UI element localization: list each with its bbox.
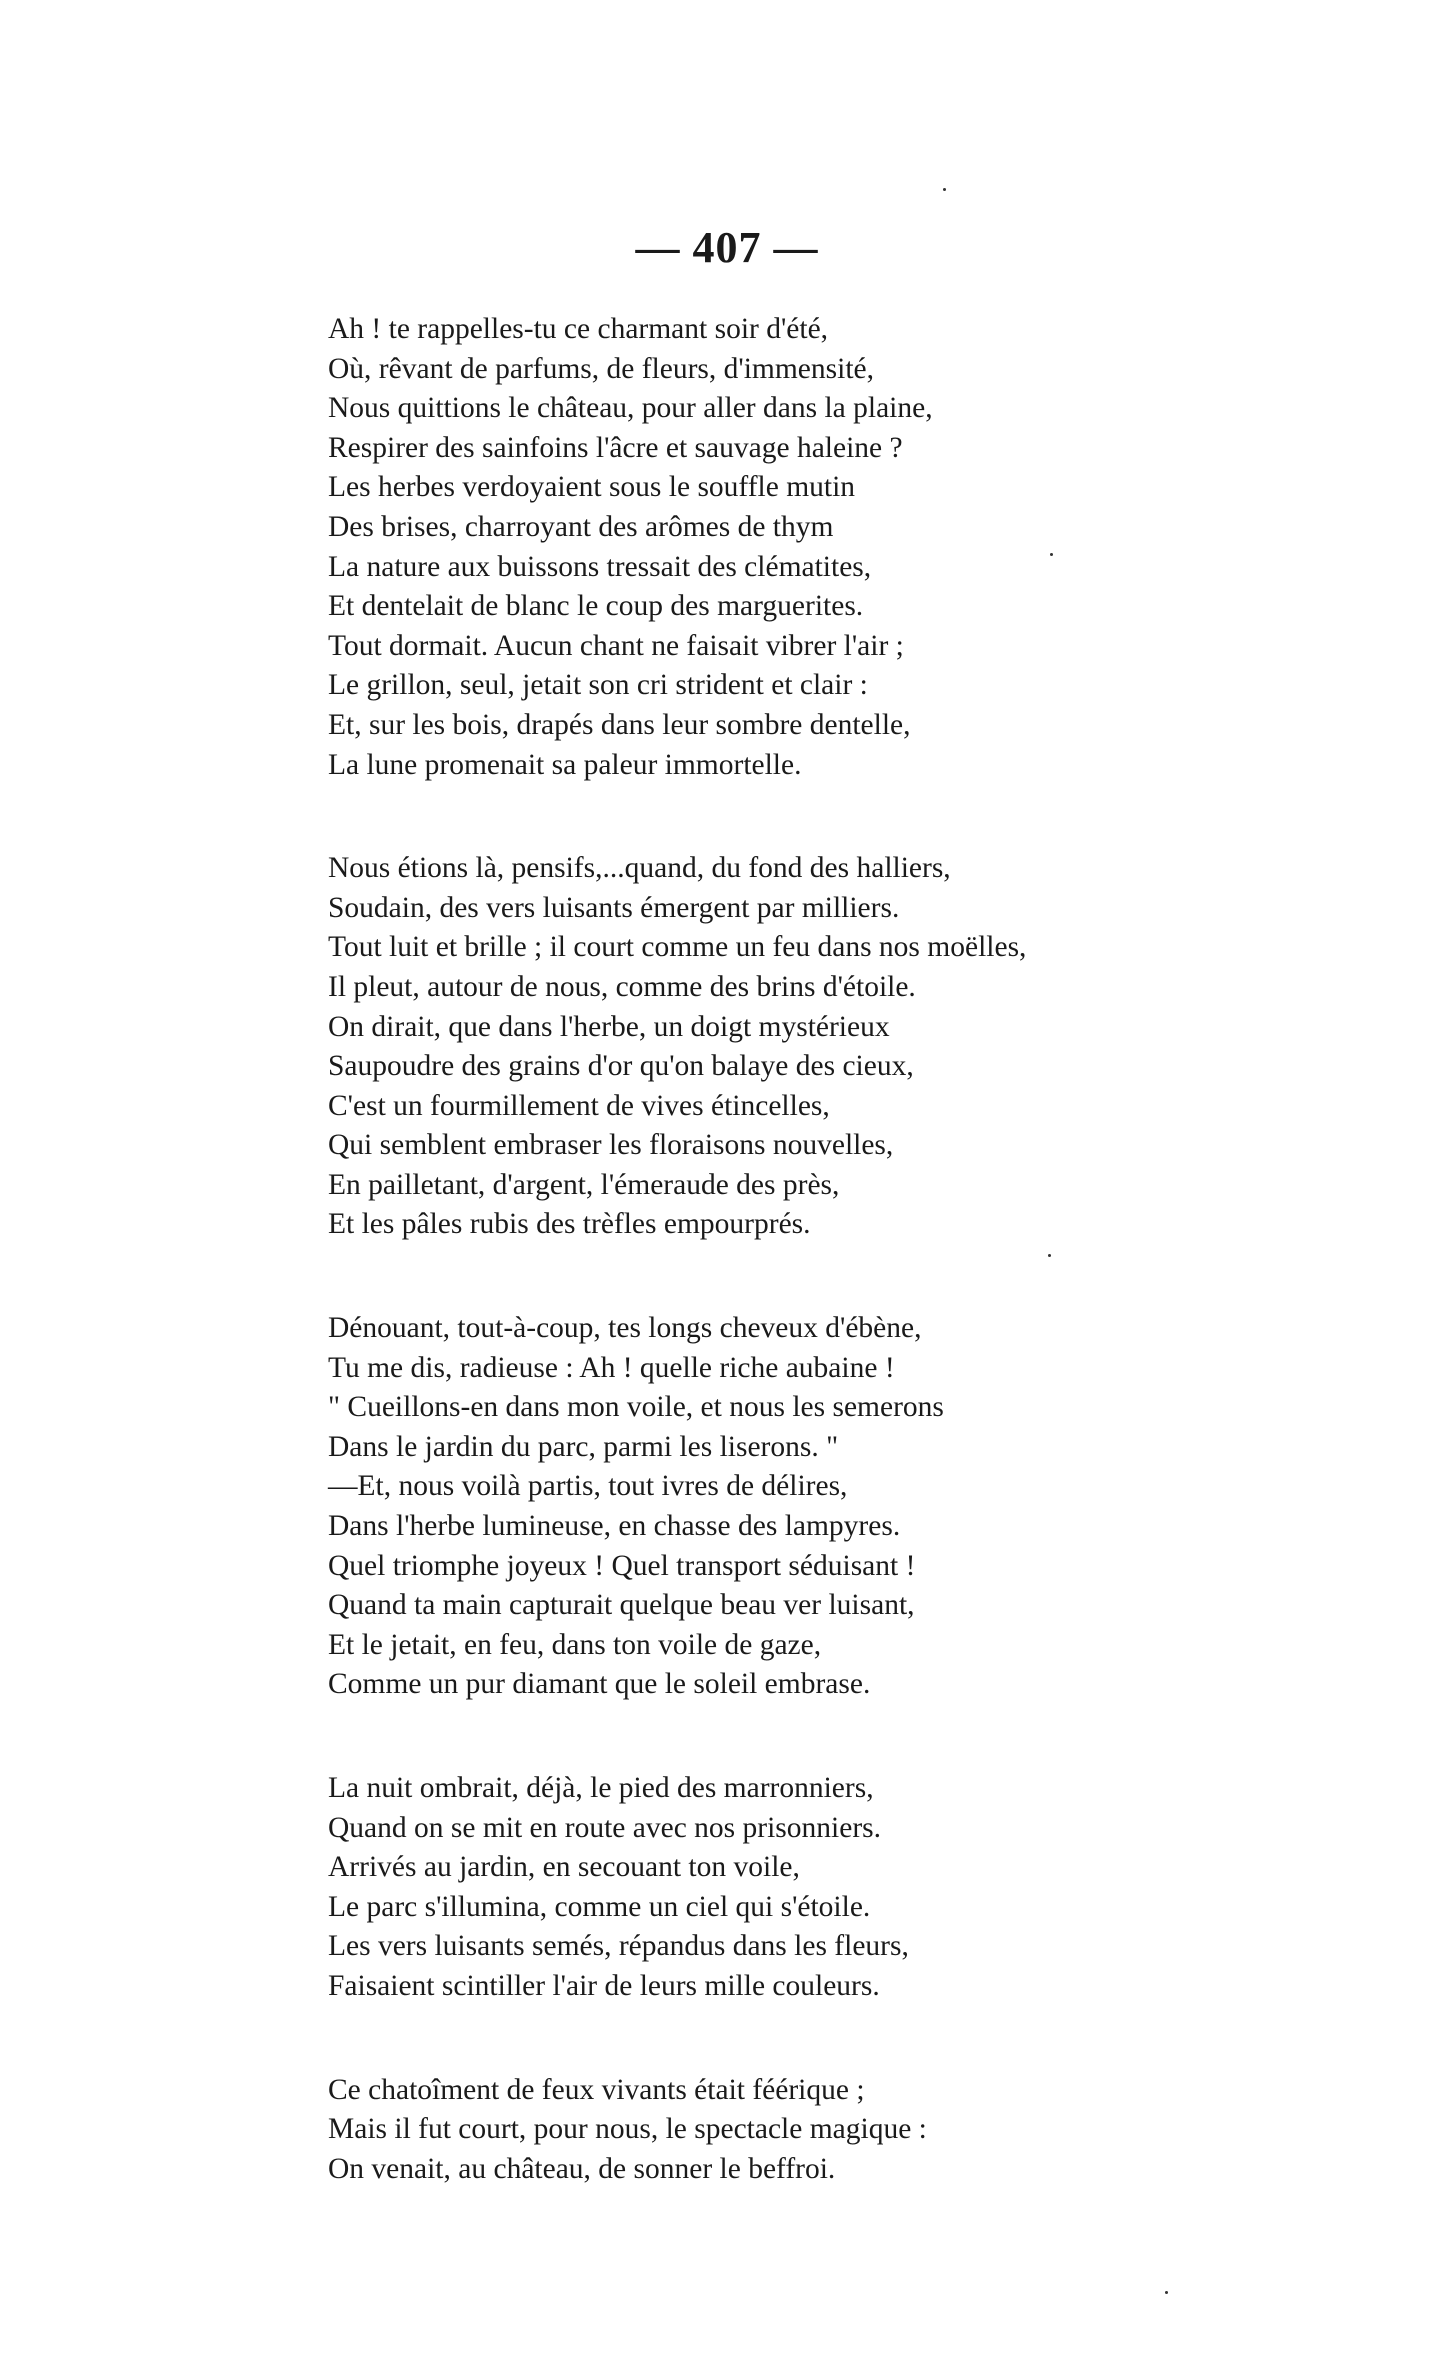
- verse-line: Le grillon, seul, jetait son cri strident et clair :: [328, 669, 868, 702]
- verse-line: Les vers luisants semés, répandus dans les fleurs,: [328, 1930, 909, 1963]
- verse-line: Et dentelait de blanc le coup des marguerites.: [328, 590, 864, 623]
- verse-line: Des brises, charroyant des arômes de thym: [328, 510, 834, 543]
- verse-line: —Et, nous voilà partis, tout ivres de délires,: [328, 1470, 848, 1503]
- stanza-4: [328, 1769, 1428, 2007]
- stanza-2: [328, 849, 1428, 1245]
- verse-line: Ce chatoîment de feux vivants était féérique ;: [328, 2073, 865, 2106]
- verse-line: Ah ! te rappelles-tu ce charmant soir d'été,: [328, 313, 829, 345]
- verse-line: Nous quittions le château, pour aller dans la plaine,: [328, 392, 933, 425]
- verse-line: Faisaient scintiller l'air de leurs mille couleurs.: [328, 1969, 880, 2002]
- verse-line: Il pleut, autour de nous, comme des brins d'étoile.: [328, 970, 916, 1003]
- verse-line: La nuit ombrait, déjà, le pied des marronniers,: [328, 1772, 874, 1804]
- verse-line: La lune promenait sa paleur immortelle.: [328, 748, 802, 781]
- verse-line: Quel triomphe joyeux ! Quel transport séduisant !: [328, 1549, 916, 1582]
- page-number: — 407 —: [635, 223, 819, 272]
- verse-line: Où, rêvant de parfums, de fleurs, d'immensité,: [328, 352, 874, 385]
- verse-line: Tout luit et brille ; il court comme un feu dans nos moëlles,: [328, 931, 1027, 964]
- verse-line: Quand ta main capturait quelque beau ver luisant,: [328, 1589, 915, 1622]
- print-speck: [943, 188, 946, 191]
- verse-line: Et le jetait, en feu, dans ton voile de gaze,: [328, 1628, 822, 1661]
- verse-line: Et les pâles rubis des trèfles empourprés.: [328, 1208, 811, 1241]
- print-speck: [1050, 553, 1053, 556]
- verse-line: Respirer des sainfoins l'âcre et sauvage haleine ?: [328, 431, 903, 464]
- verse-line: Comme un pur diamant que le soleil embrase.: [328, 1668, 871, 1701]
- verse-line: Arrivés au jardin, en secouant ton voile,: [328, 1851, 800, 1884]
- stanza-3: [328, 1309, 1428, 1705]
- verse-line: Dénouant, tout-à-coup, tes longs cheveux d'ébène,: [328, 1312, 922, 1345]
- verse-line: En pailletant, d'argent, l'émeraude des près,: [328, 1168, 840, 1201]
- verse-line: Saupoudre des grains d'or qu'on balaye des cieux,: [328, 1050, 914, 1083]
- verse-line: On dirait, que dans l'herbe, un doigt mystérieux: [328, 1010, 890, 1043]
- verse-line: Quand on se mit en route avec nos prisonniers.: [328, 1811, 881, 1844]
- verse-line: Soudain, des vers luisants émergent par milliers.: [328, 891, 900, 924]
- verse-line: Qui semblent embraser les floraisons nouvelles,: [328, 1129, 894, 1162]
- verse-line: Tout dormait. Aucun chant ne faisait vibrer l'air ;: [328, 629, 904, 662]
- verse-line: On venait, au château, de sonner le beffroi.: [328, 2152, 836, 2185]
- stanza-5: [328, 2071, 1428, 2190]
- verse-line: Et, sur les bois, drapés dans leur sombre dentelle,: [328, 708, 911, 741]
- verse-line: La nature aux buissons tressait des clématites,: [328, 550, 872, 583]
- verse-line: Dans le jardin du parc, parmi les liserons. ": [328, 1430, 839, 1463]
- print-speck: [1048, 1254, 1051, 1257]
- verse-line: Les herbes verdoyaient sous le souffle mutin: [328, 471, 856, 504]
- verse-line: Nous étions là, pensifs,...quand, du fond des halliers,: [328, 852, 951, 885]
- stanza-1: [328, 310, 1428, 785]
- verse-line: " Cueillons-en dans mon voile, et nous les semerons: [328, 1391, 944, 1424]
- verse-line: Tu me dis, radieuse : Ah ! quelle riche aubaine !: [328, 1351, 895, 1384]
- verse-line: Dans l'herbe lumineuse, en chasse des lampyres.: [328, 1510, 901, 1543]
- print-speck: [1165, 2291, 1168, 2294]
- verse-line: Mais il fut court, pour nous, le spectacle magique :: [328, 2113, 927, 2146]
- verse-line: C'est un fourmillement de vives étincelles,: [328, 1089, 830, 1122]
- verse-line: Le parc s'illumina, comme un ciel qui s'étoile.: [328, 1890, 871, 1923]
- poem: [328, 310, 1428, 2253]
